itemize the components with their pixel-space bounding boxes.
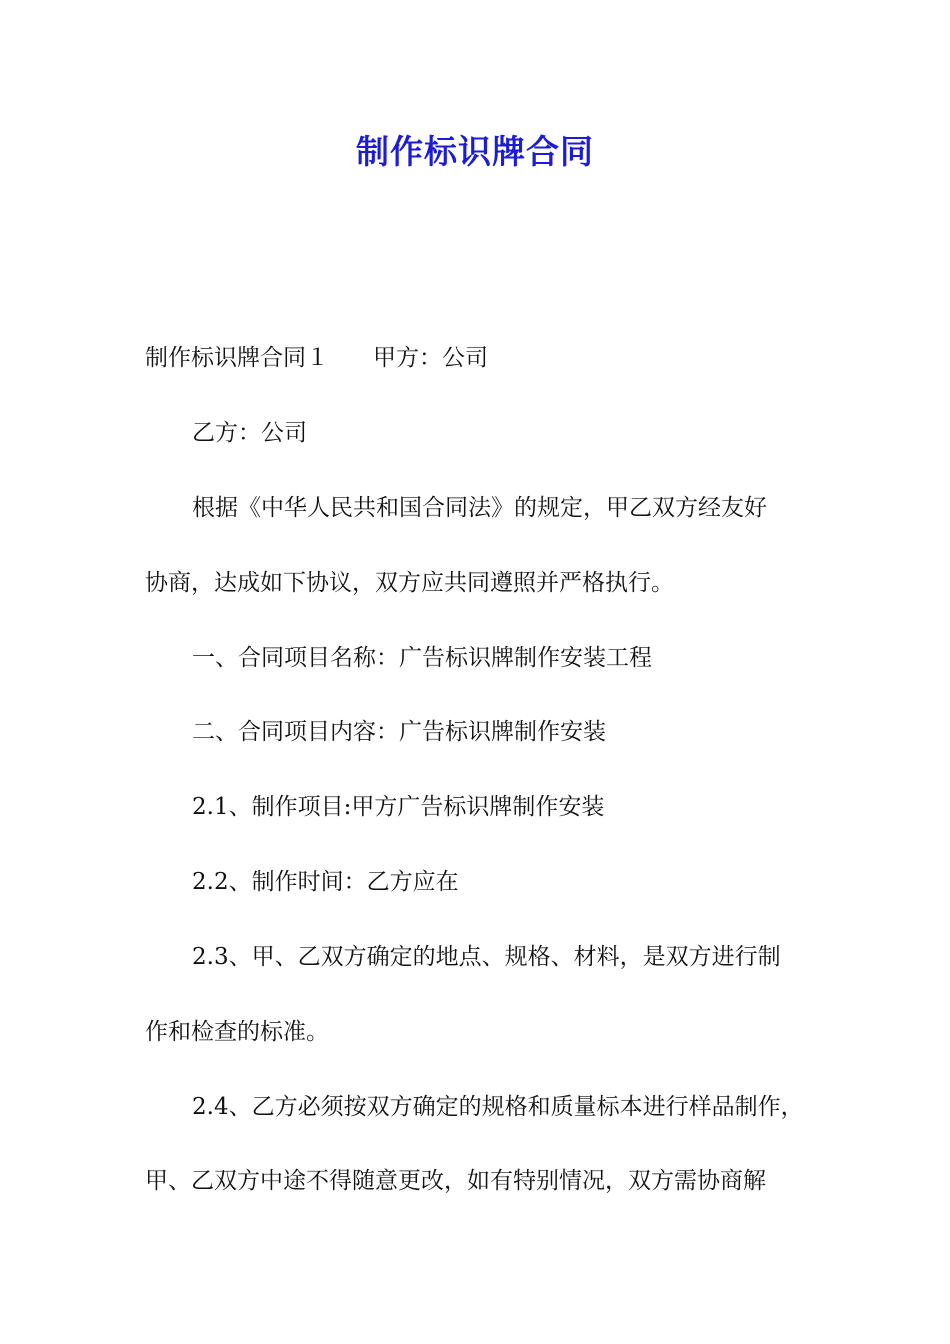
clause-2-4: 2.4、乙方必须按双方确定的规格和质量标本进行样品制作，	[192, 1094, 804, 1120]
clause-2-3-cont: 作和检查的标准。	[145, 1019, 329, 1045]
clause-2-1: 2.1、制作项目:甲方广告标识牌制作安装	[192, 794, 605, 820]
section-2-content: 二、合同项目内容：广告标识牌制作安装	[192, 719, 606, 745]
section-1-name: 一、合同项目名称：广告标识牌制作安装工程	[192, 645, 652, 671]
party-b: 乙方：公司	[192, 420, 307, 446]
paragraph-line: 根据《中华人民共和国合同法》的规定，甲乙双方经友好	[192, 495, 767, 521]
party-a: 甲方：公司	[373, 345, 488, 371]
clause-2-3: 2.3、甲、乙双方确定的地点、规格、材料，是双方进行制	[192, 944, 781, 970]
document-title: 制作标识牌合同	[356, 132, 594, 171]
paragraph-line: 协商，达成如下协议，双方应共同遵照并严格执行。	[145, 570, 674, 596]
party-line	[145, 343, 488, 373]
clause-2-4-cont: 甲、乙双方中途不得随意更改，如有特别情况，双方需协商解	[145, 1168, 766, 1194]
clause-2-2: 2.2、制作时间：乙方应在	[192, 869, 459, 895]
contract-heading: 制作标识牌合同１	[145, 345, 329, 371]
